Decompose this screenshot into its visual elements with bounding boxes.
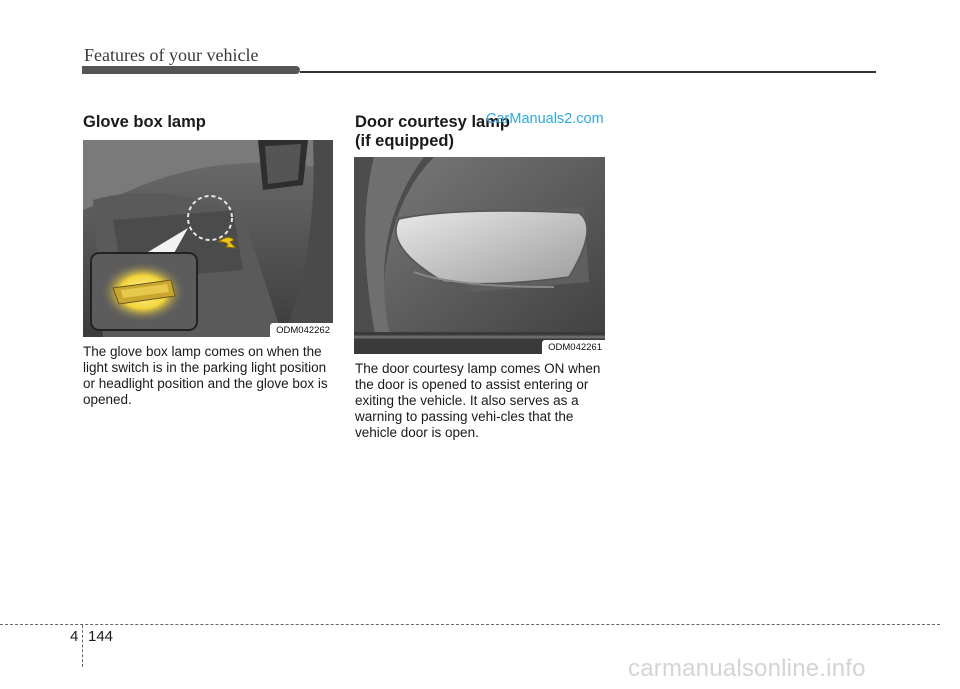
glove-box-lamp-description: The glove box lamp comes on when the light switch is in the parking light position or headlight position and the glove box is opened.: [83, 344, 328, 407]
figure-code: ODM042262: [270, 323, 333, 337]
header-rule: [300, 71, 876, 73]
footer-divider: [82, 625, 83, 667]
chapter-number: 4: [70, 628, 79, 645]
glove-box-illustration: [83, 140, 333, 337]
door-panel-illustration: [354, 157, 605, 354]
glove-box-lamp-figure: [83, 140, 333, 337]
watermark-logo: CarManuals2.com: [486, 111, 604, 127]
door-courtesy-lamp-description: The door courtesy lamp comes ON when the door is opened to assist entering or exiting the vehicle. It also serves as a warning to passing vehi-cles that the vehicle door is open.: [355, 361, 601, 440]
section-header-title: Features of your vehicle: [84, 45, 259, 65]
site-watermark: carmanualsonline.info: [628, 655, 866, 682]
glove-box-lamp-heading: Glove box lamp: [83, 113, 206, 131]
heading-line-2: (if equipped): [355, 132, 454, 150]
header-bar: [82, 66, 300, 74]
footer-rule: [0, 624, 940, 625]
page-number: 144: [88, 628, 114, 645]
door-courtesy-lamp-figure: [354, 157, 605, 354]
figure-code: ODM042261: [542, 340, 605, 354]
heading-line-1: Door courtesy lamp: [355, 113, 510, 131]
